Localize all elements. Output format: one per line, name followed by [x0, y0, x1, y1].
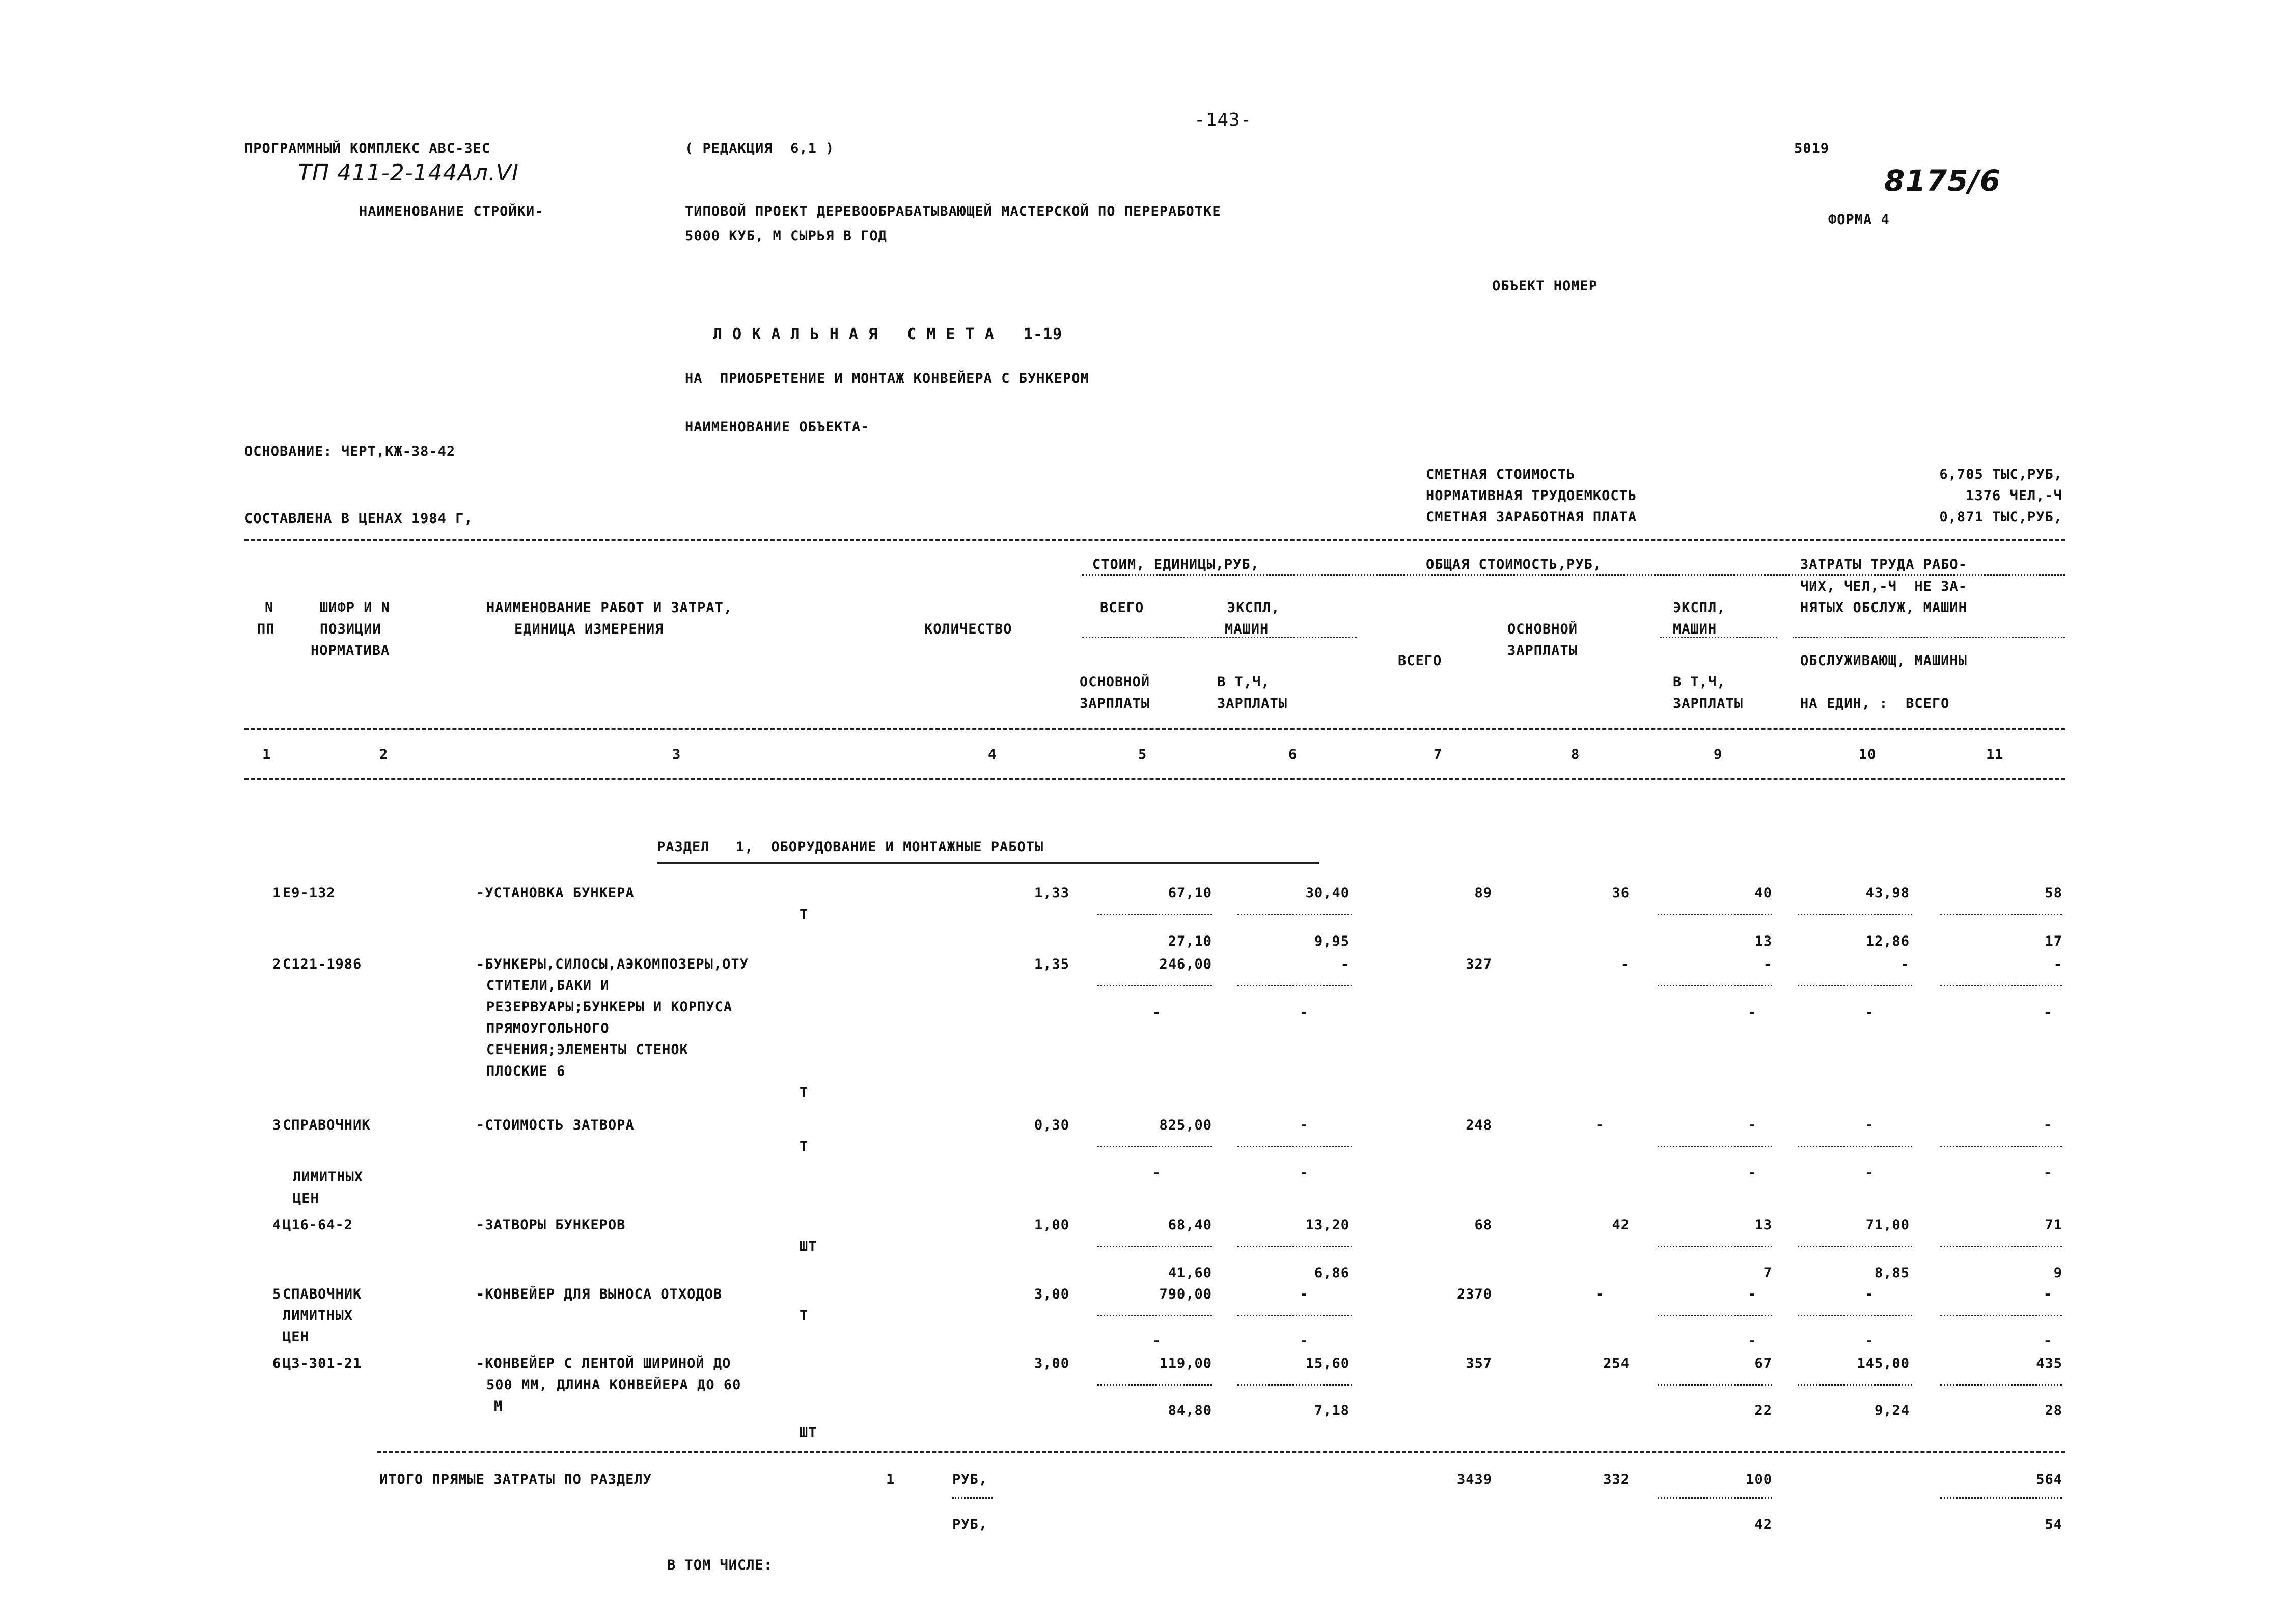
col8-header: ЗАРПЛАТЫ — [1507, 643, 1578, 658]
col-name-header: ЕДИНИЦА ИЗМЕРЕНИЯ — [514, 621, 664, 637]
row-number: 3 — [272, 1117, 282, 1133]
column-number: 6 — [1288, 747, 1298, 762]
row-name: -КОНВЕЙЕР ДЛЯ ВЫНОСА ОТХОДОВ — [476, 1286, 723, 1302]
cell-c6-salary: 6,86 — [1314, 1265, 1349, 1281]
cell-c7: 89 — [1474, 885, 1492, 901]
row-name: СТИТЕЛИ,БАКИ И — [486, 978, 610, 994]
cell-c8: - — [1595, 1117, 1604, 1133]
rule — [1237, 985, 1352, 986]
cell-c6: 13,20 — [1305, 1217, 1349, 1233]
col5-header: ЗАРПЛАТЫ — [1080, 696, 1150, 711]
row-quantity: 1,00 — [1034, 1217, 1069, 1233]
row-name: -КОНВЕЙЕР С ЛЕНТОЙ ШИРИНОЙ ДО — [476, 1356, 731, 1371]
labor-header-line: НЯТЫХ ОБСЛУЖ, МАШИН — [1800, 600, 1967, 616]
rule — [1940, 914, 2062, 915]
cell-c8: 254 — [1603, 1356, 1630, 1371]
row-unit: ШТ — [800, 1425, 817, 1441]
row-number: 4 — [272, 1217, 282, 1233]
column-number: 8 — [1571, 747, 1580, 762]
col8-header: ОСНОВНОЙ — [1507, 621, 1578, 637]
row-name: -СТОИМОСТЬ ЗАТВОРА — [476, 1117, 635, 1133]
col7-header: ВСЕГО — [1398, 653, 1442, 669]
cell-c8: - — [1595, 1286, 1604, 1302]
rule — [1940, 985, 2062, 986]
col9-header: В Т,Ч, — [1673, 674, 1726, 690]
row-quantity: 3,00 — [1034, 1356, 1069, 1371]
labor-header-line: НА ЕДИН, : ВСЕГО — [1800, 696, 1950, 711]
estimate-title: Л О К А Л Ь Н А Я С М Е Т А 1-19 — [713, 325, 1063, 343]
osnovanie: ОСНОВАНИЕ: ЧЕРТ,КЖ-38-42 — [244, 444, 456, 459]
cell-c7: 68 — [1474, 1217, 1492, 1233]
cell-c9-salary: 22 — [1754, 1402, 1772, 1418]
col9-header: ЭКСПЛ, — [1673, 600, 1726, 616]
col9-header: ЗАРПЛАТЫ — [1673, 696, 1744, 711]
cell-c6: 15,60 — [1305, 1356, 1349, 1371]
row-quantity: 0,30 — [1034, 1117, 1069, 1133]
col-quantity-header: КОЛИЧЕСТВО — [924, 621, 1012, 637]
rule — [1082, 574, 2065, 576]
row-unit: Т — [800, 906, 809, 922]
rule — [1798, 1384, 1912, 1386]
rule — [1793, 637, 2065, 638]
rule — [1097, 1315, 1212, 1316]
cell-c10-machines: - — [1865, 1333, 1874, 1349]
cell-c11-machines: 28 — [2045, 1402, 2062, 1418]
row-name: -ЗАТВОРЫ БУНКЕРОВ — [476, 1217, 626, 1233]
row-name: СЕЧЕНИЯ;ЭЛЕМЕНТЫ СТЕНОК — [486, 1042, 688, 1058]
program-name: ПРОГРАММНЫЙ КОМПЛЕКС АВС-3ЕС — [244, 141, 491, 156]
row-code: СПАВОЧНИК — [283, 1286, 362, 1302]
cell-c11-machines: 9 — [2053, 1265, 2062, 1281]
cell-c5-salary: - — [1152, 1333, 1161, 1349]
rule — [1658, 1246, 1772, 1247]
labor-header-line: ЧИХ, ЧЕЛ,-Ч НЕ ЗА- — [1800, 579, 1967, 594]
row-code: ЦЕН — [283, 1329, 309, 1345]
cell-c5: 119,00 — [1159, 1356, 1212, 1371]
row-unit: ШТ — [800, 1238, 817, 1254]
cell-c5-salary: - — [1152, 1005, 1161, 1021]
labor-header-line: ЗАТРАТЫ ТРУДА РАБО- — [1800, 557, 1967, 572]
summary-value: 6,705 ТЫС,РУБ, — [1939, 466, 2062, 482]
cell-c7: 2370 — [1456, 1286, 1492, 1302]
row-name: ПРЯМОУГОЛЬНОГО — [486, 1021, 610, 1036]
rule — [1658, 1315, 1772, 1316]
column-number: 11 — [1986, 747, 2004, 762]
cell-c6-salary: - — [1300, 1165, 1309, 1181]
cell-c10: - — [1865, 1117, 1874, 1133]
totals-unit: РУБ, — [952, 1472, 988, 1488]
rule — [1940, 1315, 2062, 1316]
cell-c10: 71,00 — [1865, 1217, 1910, 1233]
col6-header: ЗАРПЛАТЫ — [1217, 696, 1288, 711]
row-quantity: 3,00 — [1034, 1286, 1069, 1302]
summary-value: 0,871 ТЫС,РУБ, — [1939, 509, 2062, 525]
totals-label: ИТОГО ПРЯМЫЕ ЗАТРАТЫ ПО РАЗДЕЛУ — [379, 1472, 652, 1488]
cell-c5-salary: 84,80 — [1168, 1402, 1212, 1418]
row-code: Ц16-64-2 — [283, 1217, 353, 1233]
rule — [1237, 914, 1352, 915]
row-unit: Т — [800, 1308, 809, 1324]
cell-c11-machines: - — [2043, 1165, 2052, 1181]
row-name: М — [494, 1398, 503, 1414]
col-number-header: N — [265, 600, 274, 616]
summary-value: 1376 ЧЕЛ,-Ч — [1966, 488, 2062, 504]
row-code: ЦЕН — [293, 1191, 319, 1206]
summary-label: СМЕТНАЯ СТОИМОСТЬ — [1426, 466, 1576, 482]
col5-header: ВСЕГО — [1100, 600, 1144, 616]
cell-c9: - — [1763, 956, 1772, 972]
rule — [1798, 1246, 1912, 1247]
col6-header: ЭКСПЛ, — [1227, 600, 1280, 616]
section-title: РАЗДЕЛ 1, ОБОРУДОВАНИЕ И МОНТАЖНЫЕ РАБОТЫ — [657, 839, 1044, 855]
rule — [952, 1497, 993, 1499]
col-code-header: ШИФР И N — [320, 600, 391, 616]
cell-c5: 68,40 — [1168, 1217, 1212, 1233]
row-quantity: 1,33 — [1034, 885, 1069, 901]
column-number: 5 — [1138, 747, 1147, 762]
summary-label: НОРМАТИВНАЯ ТРУДОЕМКОСТЬ — [1426, 488, 1637, 504]
totals-c9: 100 — [1746, 1472, 1772, 1488]
cell-c9-salary: - — [1748, 1165, 1757, 1181]
rule — [1658, 914, 1772, 915]
cell-c10-machines: 8,85 — [1874, 1265, 1910, 1281]
row-code: Е9-132 — [283, 885, 336, 901]
totals-section: 1 — [886, 1472, 895, 1488]
cell-c6-salary: 9,95 — [1314, 933, 1349, 949]
rule — [1940, 1497, 2062, 1499]
cell-c9-salary: - — [1748, 1333, 1757, 1349]
document-code: 5019 — [1794, 141, 1830, 156]
cell-c5-salary: 27,10 — [1168, 933, 1212, 949]
rule — [1097, 1246, 1212, 1247]
rule — [1658, 1497, 1772, 1499]
cell-c7: 357 — [1466, 1356, 1492, 1371]
cell-c10-machines: - — [1865, 1005, 1874, 1021]
cell-c10: 43,98 — [1865, 885, 1910, 901]
rule — [1660, 637, 1777, 638]
handwritten-doc-ref: 8175/6 — [1884, 163, 2001, 198]
rule — [1237, 1315, 1352, 1316]
forma-label: ФОРМА 4 — [1828, 212, 1890, 228]
cell-c6-salary: - — [1300, 1005, 1309, 1021]
row-name: ПЛОСКИЕ 6 — [486, 1063, 566, 1079]
cell-c10-machines: - — [1865, 1165, 1874, 1181]
totals-c11-machines: 54 — [2045, 1517, 2062, 1532]
col-code-header: ПОЗИЦИИ — [320, 621, 381, 637]
totals-c9-salary: 42 — [1754, 1517, 1772, 1532]
cell-c6-salary: 7,18 — [1314, 1402, 1349, 1418]
unit-cost-group-header: СТОИМ, ЕДИНИЦЫ,РУБ, — [1092, 557, 1259, 572]
row-number: 1 — [272, 885, 282, 901]
row-quantity: 1,35 — [1034, 956, 1069, 972]
cell-c10: - — [1865, 1286, 1874, 1302]
col6-header: В Т,Ч, — [1217, 674, 1270, 690]
rule — [1658, 985, 1772, 986]
row-name: РЕЗЕРВУАРЫ;БУНКЕРЫ И КОРПУСА — [486, 999, 733, 1015]
cell-c7: 248 — [1466, 1117, 1492, 1133]
cell-c8: 36 — [1612, 885, 1630, 901]
col9-header: МАШИН — [1673, 621, 1717, 637]
rule — [657, 862, 1319, 866]
cell-c9-salary: - — [1748, 1005, 1757, 1021]
cell-c6: 30,40 — [1305, 885, 1349, 901]
totals-unit: РУБ, — [952, 1517, 988, 1532]
row-number: 5 — [272, 1286, 282, 1302]
estimate-subtitle: НА ПРИОБРЕТЕНИЕ И МОНТАЖ КОНВЕЙЕРА С БУНКЕРОМ — [685, 371, 1089, 387]
cell-c10-machines: 9,24 — [1874, 1402, 1910, 1418]
rule — [1798, 914, 1912, 915]
cell-c11: - — [2043, 1286, 2052, 1302]
row-number: 2 — [272, 956, 282, 972]
cell-c5: 246,00 — [1159, 956, 1212, 972]
row-code: ЛИМИТНЫХ — [293, 1169, 364, 1185]
rule — [1658, 1146, 1772, 1147]
rule — [1237, 1246, 1352, 1247]
cell-c8: - — [1620, 956, 1630, 972]
cell-c9-salary: 7 — [1763, 1265, 1772, 1281]
cell-c10: 145,00 — [1857, 1356, 1910, 1371]
row-number: 6 — [272, 1356, 282, 1371]
cell-c11: 71 — [2045, 1217, 2062, 1233]
labor-header-line: ОБСЛУЖИВАЮЩ, МАШИНЫ — [1800, 653, 1967, 669]
cell-c11-machines: - — [2043, 1333, 2052, 1349]
row-unit: Т — [800, 1085, 809, 1100]
prices-basis: СОСТАВЛЕНА В ЦЕНАХ 1984 Г, — [244, 511, 473, 527]
stroika-label: НАИМЕНОВАНИЕ СТРОЙКИ- — [359, 204, 544, 219]
totals-c11: 564 — [2036, 1472, 2062, 1488]
cell-c5-salary: 41,60 — [1168, 1265, 1212, 1281]
cell-c11-machines: 17 — [2045, 933, 2062, 949]
object-number-label: ОБЪЕКТ НОМЕР — [1492, 278, 1598, 294]
total-cost-group-header: ОБЩАЯ СТОИМОСТЬ,РУБ, — [1426, 557, 1602, 572]
cell-c11: - — [2043, 1117, 2052, 1133]
rule — [1798, 985, 1912, 986]
rule — [1097, 1146, 1212, 1147]
row-name: -БУНКЕРЫ,СИЛОСЫ,АЭКОМПОЗЕРЫ,ОТУ — [476, 956, 749, 972]
cell-c7: 327 — [1466, 956, 1492, 972]
cell-c11: - — [2053, 956, 2062, 972]
cell-c10-machines: 12,86 — [1865, 933, 1910, 949]
rule — [1097, 914, 1212, 915]
cell-c6: - — [1300, 1286, 1309, 1302]
cell-c6: - — [1340, 956, 1349, 972]
cell-c5: 825,00 — [1159, 1117, 1212, 1133]
summary-label: СМЕТНАЯ ЗАРАБОТНАЯ ПЛАТА — [1426, 509, 1637, 525]
row-unit: Т — [800, 1139, 809, 1154]
rule — [1082, 637, 1357, 638]
cell-c5: 67,10 — [1168, 885, 1212, 901]
rule — [244, 728, 2065, 730]
column-number: 3 — [672, 747, 681, 762]
col6-header: МАШИН — [1225, 621, 1269, 637]
row-name: 500 ММ, ДЛИНА КОНВЕЙЕРА ДО 60 — [486, 1377, 741, 1393]
rule — [1798, 1146, 1912, 1147]
cell-c5-salary: - — [1152, 1165, 1161, 1181]
cell-c11: 435 — [2036, 1356, 2062, 1371]
row-code: С121-1986 — [283, 956, 362, 972]
rule — [1658, 1384, 1772, 1386]
col5-header: ОСНОВНОЙ — [1080, 674, 1150, 690]
rule — [244, 778, 2065, 780]
column-number: 4 — [988, 747, 997, 762]
rule — [1940, 1146, 2062, 1147]
cell-c10: - — [1901, 956, 1910, 972]
stroika-line-1: ТИПОВОЙ ПРОЕКТ ДЕРЕВООБРАБАТЫВАЮЩЕЙ МАСТЕРСКОЙ ПО ПЕРЕРАБОТКЕ — [685, 204, 1221, 219]
cell-c9: - — [1748, 1286, 1757, 1302]
cell-c9: 67 — [1754, 1356, 1772, 1371]
col-code-header: НОРМАТИВА — [311, 643, 390, 658]
cell-c11: 58 — [2045, 885, 2062, 901]
rule — [1237, 1384, 1352, 1386]
rule — [244, 539, 2065, 541]
rule — [377, 1451, 2065, 1453]
cell-c5: 790,00 — [1159, 1286, 1212, 1302]
rule — [1798, 1315, 1912, 1316]
handwritten-project-ref: ТП 411-2-144Ал.VI — [298, 160, 519, 186]
row-name: -УСТАНОВКА БУНКЕРА — [476, 885, 635, 901]
edition: ( РЕДАКЦИЯ 6,1 ) — [685, 141, 835, 156]
cell-c6-salary: - — [1300, 1333, 1309, 1349]
row-code: ЛИМИТНЫХ — [283, 1308, 353, 1324]
cell-c9: 40 — [1754, 885, 1772, 901]
row-code: СПРАВОЧНИК — [283, 1117, 371, 1133]
column-number: 9 — [1714, 747, 1723, 762]
cell-c8: 42 — [1612, 1217, 1630, 1233]
rule — [1237, 1146, 1352, 1147]
totals-c7: 3439 — [1456, 1472, 1492, 1488]
rule — [1097, 985, 1212, 986]
column-number: 10 — [1859, 747, 1877, 762]
cell-c6: - — [1300, 1117, 1309, 1133]
cell-c9: - — [1748, 1117, 1757, 1133]
totals-c8: 332 — [1603, 1472, 1630, 1488]
page-number: -143- — [1194, 109, 1252, 130]
rule — [1940, 1246, 2062, 1247]
col-number-header: ПП — [257, 621, 275, 637]
col-name-header: НАИМЕНОВАНИЕ РАБОТ И ЗАТРАТ, — [486, 600, 733, 616]
rule — [1940, 1384, 2062, 1386]
cell-c9-salary: 13 — [1754, 933, 1772, 949]
stroika-line-2: 5000 КУБ, М СЫРЬЯ В ГОД — [685, 228, 887, 244]
cell-c11-machines: - — [2043, 1005, 2052, 1021]
object-name-label: НАИМЕНОВАНИЕ ОБЪЕКТА- — [685, 419, 870, 435]
column-number: 1 — [262, 747, 271, 762]
column-number: 7 — [1434, 747, 1443, 762]
footer-note: В ТОМ ЧИСЛЕ: — [667, 1557, 773, 1573]
cell-c9: 13 — [1754, 1217, 1772, 1233]
row-code: Ц3-301-21 — [283, 1356, 362, 1371]
rule — [1097, 1384, 1212, 1386]
column-number: 2 — [379, 747, 389, 762]
